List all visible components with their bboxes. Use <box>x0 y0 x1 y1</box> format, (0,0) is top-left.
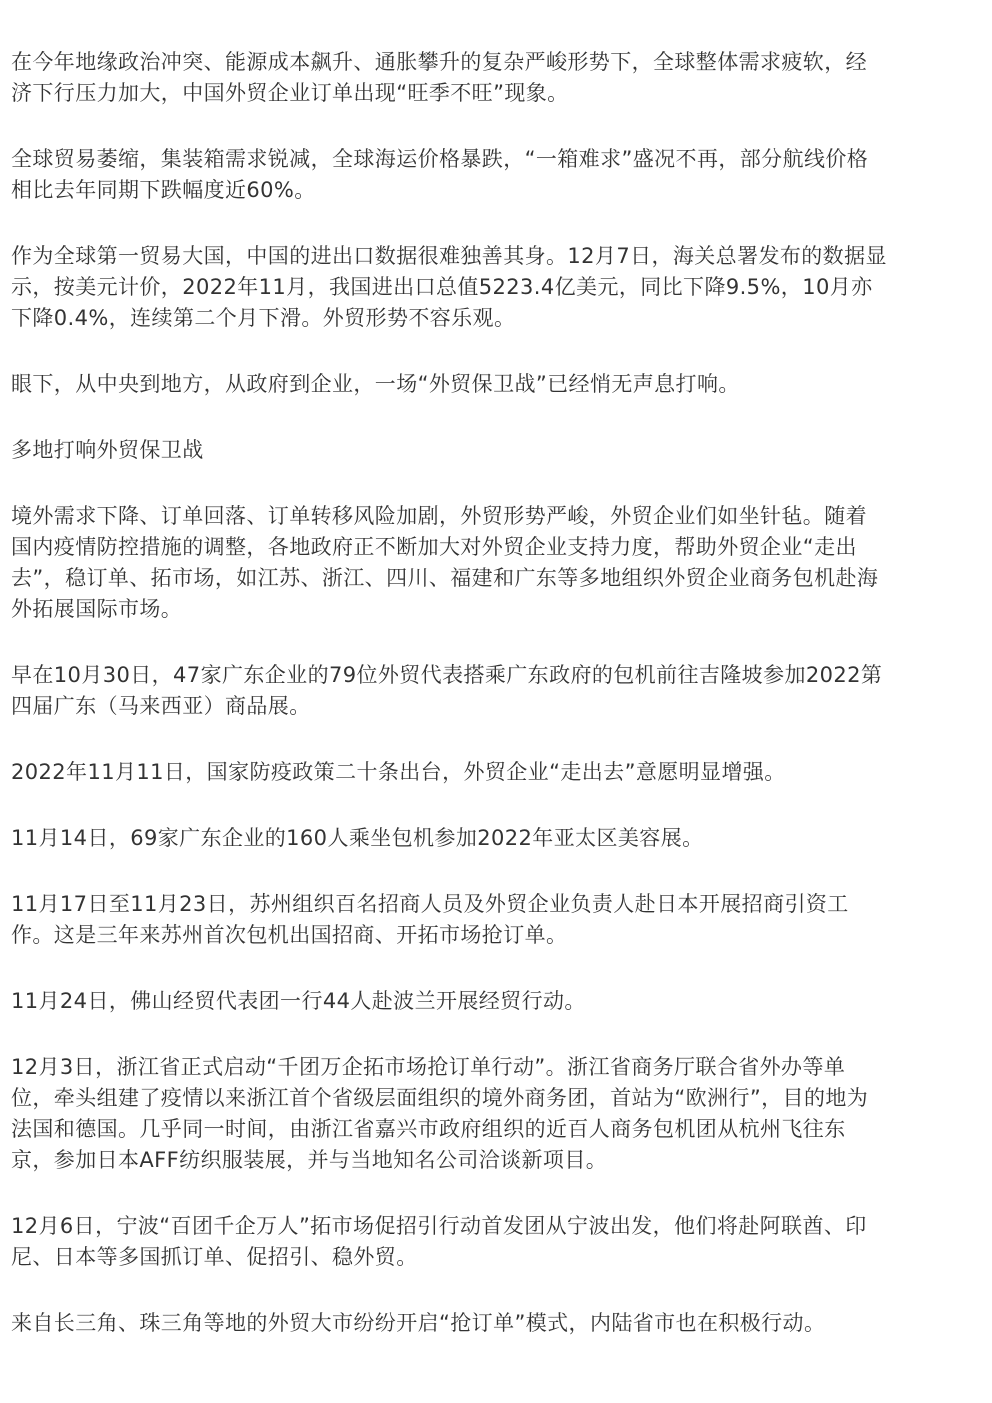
paragraph-trade-defense: 眼下，从中央到地方，从政府到企业，一场“外贸保卫战”已经悄无声息打响。 <box>11 372 740 396</box>
paragraph-policy-20: 2022年11月11日，国家防疫政策二十条出台，外贸企业“走出去”意愿明显增强。 <box>11 760 786 784</box>
paragraph-local-support: 境外需求下降、订单回落、订单转移风险加剧，外贸形势严峻，外贸企业们如坐针毡。随着 国内疫情防控措施的调整，各地政府正不断加大对外贸企业支持力度，帮助外贸企业“走出 去”，稳订单、拓市场，如江苏、浙江、四川、福建和广东等多地组织外贸企业商务包机赴海 外拓展国际市场。 <box>11 504 879 621</box>
paragraph-ningbo-mission: 12月6日，宁波“百团千企万人”拓市场促招引行动首发团从宁波出发，他们将赴阿联酋、印 尼、日本等多国抓订单、促招引、稳外贸。 <box>11 1214 867 1269</box>
paragraph-foshan-poland: 11月24日，佛山经贸代表团一行44人赴波兰开展经贸行动。 <box>11 989 586 1013</box>
paragraph-shipping-prices: 全球贸易萎缩，集装箱需求锐减，全球海运价格暴跌，“一箱难求”盛况不再，部分航线价格 相比去年同期下跌幅度近60%。 <box>11 147 869 202</box>
section-heading: 多地打响外贸保卫战 <box>11 438 204 462</box>
paragraph-inland-action: 来自长三角、珠三角等地的外贸大市纷纷开启“抢订单”模式，内陆省市也在积极行动。 <box>11 1311 826 1335</box>
paragraph-beauty-expo: 11月14日，69家广东企业的160人乘坐包机参加2022年亚太区美容展。 <box>11 826 704 850</box>
paragraph-guangdong-malaysia: 早在10月30日，47家广东企业的79位外贸代表搭乘广东政府的包机前往吉隆坡参加2022第 四届广东（马来西亚）商品展。 <box>11 663 883 718</box>
paragraph-demand-weakness: 在今年地缘政治冲突、能源成本飙升、通胀攀升的复杂严峻形势下，全球整体需求疲软，经 济下行压力加大，中国外贸企业订单出现“旺季不旺”现象。 <box>11 50 867 105</box>
article-body <box>11 47 983 1374</box>
paragraph-suzhou-japan: 11月17日至11月23日，苏州组织百名招商人员及外贸企业负责人赴日本开展招商引资工 作。这是三年来苏州首次包机出国招商、开拓市场抢订单。 <box>11 892 849 947</box>
paragraph-trade-data: 作为全球第一贸易大国，中国的进出口数据很难独善其身。12月7日，海关总署发布的数据显 示，按美元计价，2022年11月，我国进出口总值5223.4亿美元，同比下降9.5%，10月亦 下降0.4%，连续第二个月下滑。外贸形势不容乐观。 <box>11 244 887 330</box>
paragraph-zhejiang-action: 12月3日，浙江省正式启动“千团万企拓市场抢订单行动”。浙江省商务厅联合省外办等单 位，牵头组建了疫情以来浙江首个省级层面组织的境外商务团，首站为“欧洲行”，目的地为 法国和德国。几乎同一时间，由浙江省嘉兴市政府组织的近百人商务包机团从杭州飞往东 京，参加日本AFF纺织服装展，并与当地知名公司洽谈新项目。 <box>11 1055 869 1172</box>
